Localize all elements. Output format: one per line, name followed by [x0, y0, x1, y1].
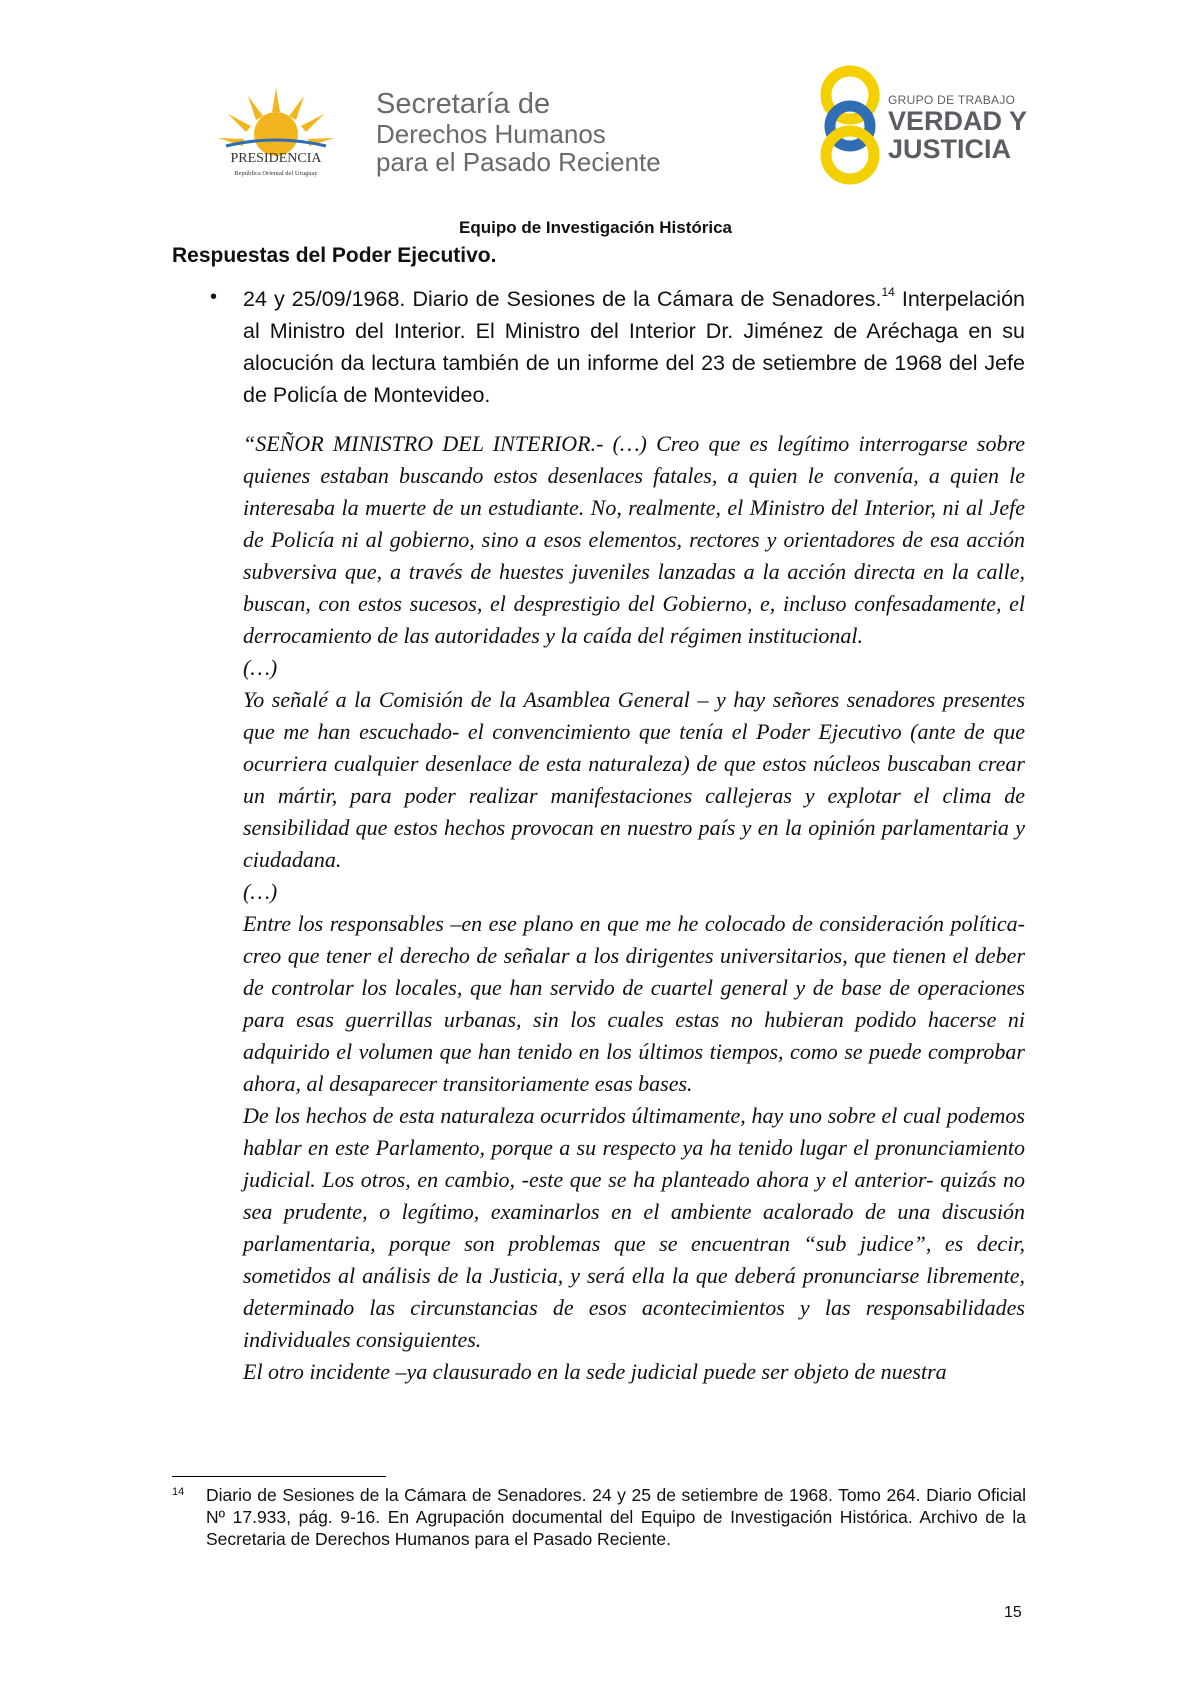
quote-paragraph: Entre los responsables –en ese plano en que me he colocado de consideración política- creo que tener el derecho de señalar a los dirigentes universitarios, que tienen el deber de controlar los locales, que han servido de cuartel general y de base de operaciones para esas guerrillas urbanas, sin los cuales estas no hubieran podido hacerse ni adquirido el volumen que han tenido en los últimos tiempos, como se puede comprobar ahora, al desaparecer transitoriamente esas bases.: [243, 911, 1025, 1096]
secretaria-line-3: para el Pasado Reciente: [376, 147, 661, 177]
bullet-paragraph: [243, 283, 1025, 411]
page-number: 15: [1004, 1604, 1022, 1621]
quote-ellipsis: (…): [243, 879, 278, 904]
secretaria-title: [376, 90, 706, 175]
secretaria-line-2: Derechos Humanos: [376, 119, 606, 149]
grupo-trabajo-text: [888, 94, 1028, 163]
svg-text:República Oriental del Uruguay: República Oriental del Uruguay: [234, 170, 318, 177]
bullet-symbol: •: [210, 286, 218, 308]
footnote-reference[interactable]: 14: [881, 285, 895, 299]
secretaria-line-1: Secretaría de: [376, 88, 551, 120]
sun-emblem-icon: [196, 82, 356, 182]
quote-paragraph: Yo señalé a la Comisión de la Asamblea General – y hay señores senadores presentes que me han escuchado- el convencimiento que tenía el Poder Ejecutivo (ante de que ocurriera cualquier desenlace de esta naturaleza) de que estos núcleos buscaban crear un mártir, para poder realizar manifestaciones callejeras y explotar el clima de sensibilidad que estos hechos provocan en nuestro país y en la opinión parlamentaria y ciudadana.: [243, 687, 1025, 872]
grupo-line-2: VERDAD Y: [888, 106, 1028, 136]
svg-text:PRESIDENCIA: PRESIDENCIA: [230, 151, 322, 166]
quotation-block: [243, 428, 1025, 1388]
bullet-text-start: 24 y 25/09/1968. Diario de Sesiones de la Cámara de Senadores.: [243, 287, 882, 311]
quote-ellipsis: (…): [243, 655, 278, 680]
footnote-separator: [172, 1476, 386, 1477]
bullet-text-end: Interpelación al Ministro del Interior. El Ministro del Interior Dr. Jiménez de Aréchaga en su alocución da lectura también de un informe del 23 de setiembre de 1968 del Jefe de Policía de Montevideo.: [243, 287, 1025, 407]
footnote-number: 14: [172, 1486, 185, 1498]
footnote-text: Diario de Sesiones de la Cámara de Senadores. 24 y 25 de setiembre de 1968. Tomo 264. Diario Oficial Nº 17.933, pág. 9-16. En Agrupación documental del Equipo de Investigación Histórica. Archivo de la Secretaria de Derechos Humanos para el Pasado Reciente.: [206, 1485, 1026, 1549]
quote-paragraph: “SEÑOR MINISTRO DEL INTERIOR.- (…) Creo que es legítimo interrogarse sobre quienes estaban buscando estos desenlaces fatales, a quien le convenía, a quien le interesaba la muerte de un estudiante. No, realmente, el Ministro del Interior, ni al Jefe de Policía ni al gobierno, sino a esos elementos, rectores y orientadores de esa acción subversiva que, a través de huestes juveniles lanzadas a la acción directa en la calle, buscan, con estos sucesos, el desprestigio del Gobierno, e, incluso confesadamente, el derrocamiento de las autoridades y la caída del régimen institucional.: [243, 431, 1025, 648]
section-heading: Respuestas del Poder Ejecutivo.: [172, 244, 497, 267]
interlocked-rings-icon: [810, 62, 900, 187]
quote-paragraph: El otro incidente –ya clausurado en la sede judicial puede ser objeto de nuestra: [243, 1359, 947, 1384]
quote-paragraph: De los hechos de esta naturaleza ocurridos últimamente, hay uno sobre el cual podemos hablar en este Parlamento, porque a su respecto ya ha tenido lugar el pronunciamiento judicial. Los otros, en cambio, -este que se ha planteado ahora y el anterior- quizás no sea prudente, o legítimo, examinarlos en el ambiente acalorado de una discusión parlamentaria, porque son problemas que se encuentran “sub judice”, es decir, sometidos al análisis de la Justicia, y será ella la que deberá pronunciarse libremente, determinado las circunstancias de esos acontecimientos y las responsabilidades individuales consiguientes.: [243, 1103, 1025, 1352]
team-title: Equipo de Investigación Histórica: [459, 218, 732, 237]
grupo-line-1: GRUPO DE TRABAJO: [888, 93, 1016, 107]
presidencia-logo: [196, 82, 356, 182]
grupo-line-3: JUSTICIA: [888, 134, 1012, 164]
